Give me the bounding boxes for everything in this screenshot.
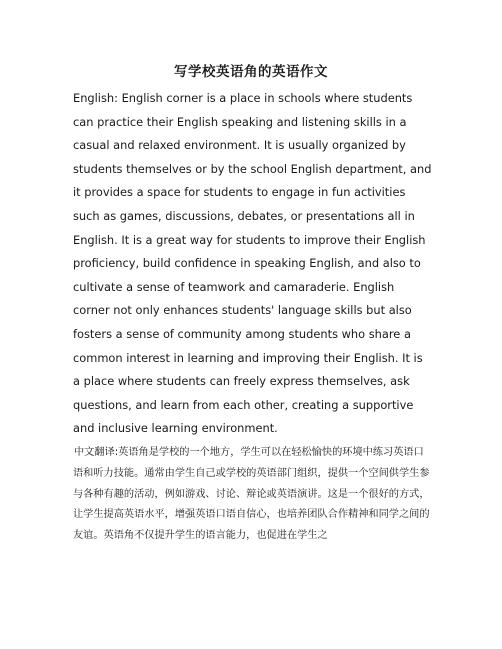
english-paragraph: English: English corner is a place in schools where students can practice their English speaking and listening skills in a casual and relaxed environment. It is usually organized by students themselves or by the school English department, and it provides a space for students to engage in fun activities such as games, discussions, debates, or presentations all in English. It is a great way for students to improve their English proficiency, build confidence in speaking English, and also to cultivate a sense of teamwork and camaraderie. English corner not only enhances students' language skills but also fosters a sense of community among students who share a common interest in learning and improving their English. It is a place where students can freely express themselves, ask questions, and learn from each other, creating a supportive and inclusive learning environment.: [73, 91, 432, 436]
chinese-paragraph: 中文翻译:英语角是学校的一个地方，学生可以在轻松愉快的环境中练习英语口语和听力技能。通常由学生自己或学校的英语部门组织，提供一个空间供学生参与各种有趣的活动，例如游戏、讨论、辩论或英语演讲。这是一个很好的方式，让学生提高英语水平，增强英语口语自信心，也培养团队合作精神和同学之间的友谊。英语角不仅提升学生的语言能力，也促进在学生之: [73, 447, 430, 542]
document-title: 写学校英语角的英语作文: [174, 64, 328, 80]
